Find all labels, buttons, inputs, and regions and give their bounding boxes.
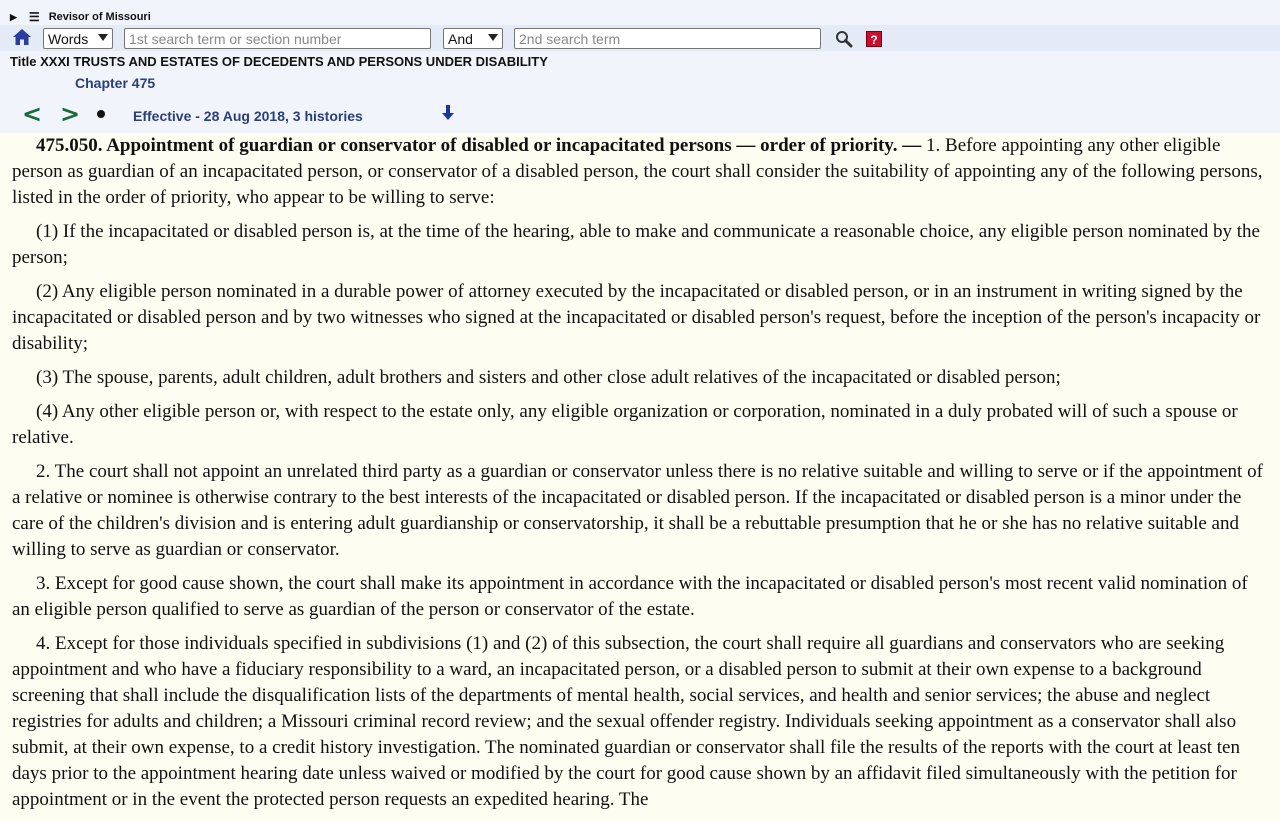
menu-icon[interactable]: ☰ — [28, 10, 40, 24]
statute-paragraph: (1) If the incapacitated or disabled person is, at the time of the hearing, able to make and communicate a reasonable choice, any eligible person nominated by the person; — [12, 221, 1260, 268]
effective-date-link[interactable]: Effective - 28 Aug 2018, 3 histories — [133, 108, 363, 124]
search-icon[interactable] — [835, 30, 853, 48]
statute-text — [12, 133, 1268, 821]
title-heading: Title XXXI TRUSTS AND ESTATES OF DECEDENTS AND PERSONS UNDER DISABILITY — [10, 54, 548, 69]
search-mode-select-wrap — [43, 28, 113, 49]
home-icon[interactable] — [12, 28, 32, 46]
statute-paragraph: (3) The spouse, parents, adult children, adult brothers and sisters and other close adult relatives of the incapacitated or disabled person; — [36, 367, 1061, 388]
previous-section-button[interactable]: < — [22, 100, 43, 128]
second-search-term-input[interactable] — [514, 28, 821, 49]
current-section-dot-icon[interactable] — [97, 110, 105, 118]
next-section-button[interactable]: > — [60, 100, 81, 128]
expand-triangle-icon[interactable]: ▶ — [10, 11, 17, 22]
site-bar — [10, 9, 151, 25]
section-heading: 475.050. Appointment of guardian or conservator of disabled or incapacitated persons — order of priority. — — [36, 135, 922, 156]
statute-paragraph: 4. Except for those individuals specified in subdivisions (1) and (2) of this subsection, the court shall require all guardians and conservators who are seeking appointment and who have a fiduciary responsibility to a ward, an incapacitated person, or a disabled person to submit at their own expense to a background screening that shall include the disqualification lists of the departments of mental health, social services, and health and senior services; the abuse and neglect registries for adults and children; a Missouri criminal record review; and the sexual offender registry. Individuals seeking appointment as a conservator shall also submit, at their own expense, to a credit history investigation. The nominated guardian or conservator shall file the results of the reports with the court at least ten days prior to the appointment hearing date unless waived or modified by the court for good cause shown by an affidavit filed simultaneously with the petition for appointment or in the event the protected person requests an expedited hearing. The — [12, 633, 1240, 810]
statute-paragraph: (2) Any eligible person nominated in a durable power of attorney executed by the incapacitated or disabled person, or in an instrument in writing signed by the incapacitated or disabled person and by two witnesses who signed at the incapacitated or disabled person's request, before the inception of the person's incapacity or disability; — [12, 281, 1261, 354]
arrow-down-icon[interactable] — [441, 105, 455, 121]
help-button[interactable]: ? — [866, 31, 882, 47]
section-intro-text: 1. Before appointing any other eligible person as guardian of an incapacitated person, or conservator of a disabled person, the court shall consider the suitability of appointing any of the following persons, listed in the order of priority, who appear to be willing to serve: — [12, 135, 1263, 208]
statute-paragraph: (4) Any other eligible person or, with respect to the estate only, any eligible organization or corporation, nominated in a duly probated will of such a spouse or relative. — [12, 401, 1238, 448]
chapter-link[interactable]: Chapter 475 — [75, 75, 156, 91]
search-bar — [0, 25, 1280, 51]
statute-paragraph: 2. The court shall not appoint an unrelated third party as a guardian or conservator unless there is no relative suitable and willing to serve or if the appointment of a relative or nominee is otherwise contrary to the best interests of the incapacitated or disabled person. If the incapacitated or disabled person is a minor under the care of the children's division and is entering adult guardianship or conservatorship, it shall be a rebuttable presumption that he or she has no relative suitable and willing to serve as guardian or conservator. — [12, 461, 1263, 560]
search-mode-select[interactable] — [43, 28, 113, 49]
operator-select-wrap — [443, 28, 503, 49]
section-intro-paragraph — [12, 133, 1268, 211]
page-header — [0, 0, 1280, 133]
operator-select[interactable] — [443, 28, 503, 49]
first-search-term-input[interactable] — [124, 28, 431, 49]
statute-paragraph: 3. Except for good cause shown, the court shall make its appointment in accordance with the incapacitated or disabled person's most recent valid nomination of an eligible person qualified to serve as guardian of the person or conservator of the estate. — [12, 573, 1248, 620]
site-name[interactable]: Revisor of Missouri — [48, 11, 151, 23]
